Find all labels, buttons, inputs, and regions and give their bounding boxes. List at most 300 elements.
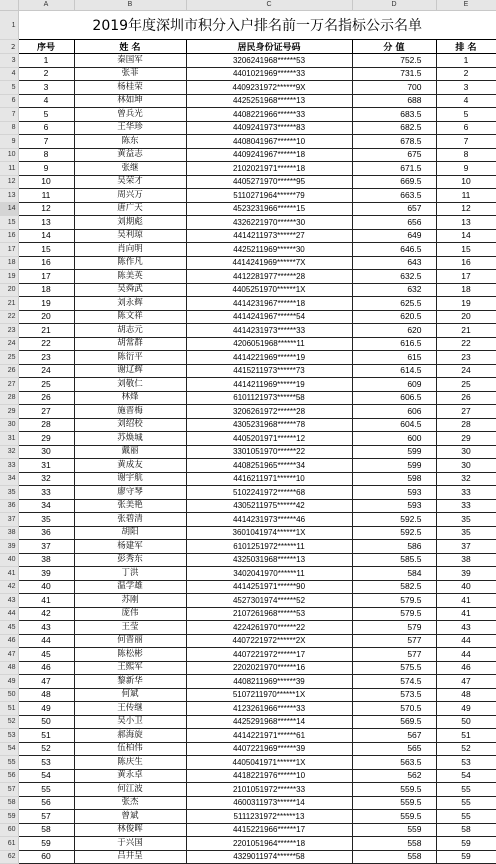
cell-seq[interactable]: 2 (18, 67, 74, 81)
cell-score[interactable]: 573.5 (352, 688, 436, 702)
cell-id[interactable]: 4425211969******30 (186, 243, 352, 257)
cell-name[interactable]: 温学雄 (74, 580, 186, 594)
cell-rank[interactable]: 12 (436, 202, 496, 216)
cell-score[interactable]: 620 (352, 324, 436, 338)
cell-score[interactable]: 614.5 (352, 364, 436, 378)
cell-seq[interactable]: 53 (18, 756, 74, 770)
cell-name[interactable]: 施晋梅 (74, 405, 186, 419)
cell-id[interactable]: 4418221976******10 (186, 769, 352, 783)
cell-rank[interactable]: 32 (436, 472, 496, 486)
cell-id[interactable]: 4414241969******7X (186, 256, 352, 270)
cell-name[interactable]: 陈文祥 (74, 310, 186, 324)
table-row[interactable] (0, 580, 496, 594)
cell-rank[interactable]: 15 (436, 243, 496, 257)
cell-rank[interactable]: 44 (436, 634, 496, 648)
table-row[interactable] (0, 594, 496, 608)
cell-id[interactable]: 4408041967******10 (186, 135, 352, 149)
table-row[interactable] (0, 243, 496, 257)
cell-id[interactable]: 4408211969******39 (186, 675, 352, 689)
cell-id[interactable]: 4409231972******9X (186, 81, 352, 95)
cell-name[interactable]: 肖向明 (74, 243, 186, 257)
row-header[interactable]: 37 (0, 513, 18, 527)
cell-seq[interactable]: 32 (18, 472, 74, 486)
cell-id[interactable]: 4325031968******13 (186, 553, 352, 567)
cell-id[interactable]: 5110271964******79 (186, 189, 352, 203)
cell-score[interactable]: 731.5 (352, 67, 436, 81)
cell-id[interactable]: 4123261966******33 (186, 702, 352, 716)
cell-seq[interactable]: 13 (18, 216, 74, 230)
cell-name[interactable]: 何斌 (74, 688, 186, 702)
cell-score[interactable]: 609 (352, 378, 436, 392)
row-header[interactable]: 1 (0, 11, 18, 40)
cell-name[interactable]: 胡阳 (74, 526, 186, 540)
cell-rank[interactable]: 29 (436, 432, 496, 446)
row-header[interactable]: 22 (0, 310, 18, 324)
cell-name[interactable]: 郝海旋 (74, 729, 186, 743)
cell-score[interactable]: 604.5 (352, 418, 436, 432)
cell-id[interactable]: 6101121973******58 (186, 391, 352, 405)
cell-name[interactable]: 刘期彪 (74, 216, 186, 230)
cell-id[interactable]: 2102021971******18 (186, 162, 352, 176)
cell-rank[interactable]: 30 (436, 459, 496, 473)
cell-name[interactable]: 秦国军 (74, 54, 186, 68)
cell-name[interactable]: 周兴万 (74, 189, 186, 203)
cell-score[interactable]: 575.5 (352, 661, 436, 675)
cell-score[interactable]: 593 (352, 499, 436, 513)
cell-id[interactable]: 3206241968******53 (186, 54, 352, 68)
cell-seq[interactable]: 4 (18, 94, 74, 108)
cell-seq[interactable]: 47 (18, 675, 74, 689)
cell-score[interactable]: 600 (352, 432, 436, 446)
row-header[interactable]: 2 (0, 40, 18, 54)
table-row[interactable] (0, 432, 496, 446)
row-header[interactable]: 26 (0, 364, 18, 378)
row-header[interactable]: 30 (0, 418, 18, 432)
row-header[interactable]: 40 (0, 553, 18, 567)
cell-seq[interactable]: 24 (18, 364, 74, 378)
cell-score[interactable]: 593 (352, 486, 436, 500)
cell-score[interactable]: 574.5 (352, 675, 436, 689)
header-rank[interactable]: 排 名 (436, 40, 496, 54)
cell-id[interactable]: 3402041970******11 (186, 567, 352, 581)
cell-rank[interactable]: 14 (436, 229, 496, 243)
cell-score[interactable]: 570.5 (352, 702, 436, 716)
cell-rank[interactable]: 3 (436, 81, 496, 95)
cell-seq[interactable]: 28 (18, 418, 74, 432)
row-header[interactable]: 39 (0, 540, 18, 554)
cell-score[interactable]: 559.5 (352, 783, 436, 797)
row-header[interactable]: 24 (0, 337, 18, 351)
table-row[interactable] (0, 405, 496, 419)
cell-seq[interactable]: 34 (18, 499, 74, 513)
cell-rank[interactable]: 2 (436, 67, 496, 81)
column-header-e[interactable]: E (436, 0, 496, 11)
cell-score[interactable]: 585.5 (352, 553, 436, 567)
cell-rank[interactable]: 58 (436, 823, 496, 837)
cell-id[interactable]: 2202021970******16 (186, 661, 352, 675)
cell-score[interactable]: 559.5 (352, 810, 436, 824)
cell-rank[interactable]: 27 (436, 405, 496, 419)
row-header[interactable]: 8 (0, 121, 18, 135)
table-row[interactable] (0, 850, 496, 864)
cell-score[interactable]: 688 (352, 94, 436, 108)
row-header[interactable]: 50 (0, 688, 18, 702)
row-header[interactable]: 4 (0, 67, 18, 81)
cell-name[interactable]: 吴小卫 (74, 715, 186, 729)
cell-name[interactable]: 何晋丽 (74, 634, 186, 648)
cell-score[interactable]: 616.5 (352, 337, 436, 351)
header-score[interactable]: 分 值 (352, 40, 436, 54)
cell-id[interactable]: 4414231967******18 (186, 297, 352, 311)
cell-id[interactable]: 4415221966******17 (186, 823, 352, 837)
cell-id[interactable]: 4407221969******39 (186, 742, 352, 756)
row-header[interactable]: 62 (0, 850, 18, 864)
cell-score[interactable]: 579.5 (352, 607, 436, 621)
row-header[interactable]: 42 (0, 580, 18, 594)
table-row[interactable] (0, 715, 496, 729)
table-row[interactable] (0, 445, 496, 459)
cell-rank[interactable]: 21 (436, 324, 496, 338)
cell-rank[interactable]: 48 (436, 688, 496, 702)
cell-id[interactable]: 4408221966******33 (186, 108, 352, 122)
cell-id[interactable]: 6101251972******11 (186, 540, 352, 554)
table-row[interactable] (0, 297, 496, 311)
cell-seq[interactable]: 21 (18, 324, 74, 338)
table-row[interactable] (0, 607, 496, 621)
cell-rank[interactable]: 1 (436, 54, 496, 68)
cell-rank[interactable]: 50 (436, 715, 496, 729)
cell-score[interactable]: 559 (352, 823, 436, 837)
cell-rank[interactable]: 10 (436, 175, 496, 189)
cell-name[interactable]: 胡志元 (74, 324, 186, 338)
cell-score[interactable]: 586 (352, 540, 436, 554)
table-row[interactable] (0, 310, 496, 324)
cell-score[interactable]: 569.5 (352, 715, 436, 729)
cell-id[interactable]: 5107211970******1X (186, 688, 352, 702)
cell-id[interactable]: 4405251970******1X (186, 283, 352, 297)
cell-seq[interactable]: 39 (18, 567, 74, 581)
cell-seq[interactable]: 58 (18, 823, 74, 837)
cell-score[interactable]: 649 (352, 229, 436, 243)
row-header[interactable]: 20 (0, 283, 18, 297)
table-row[interactable] (0, 337, 496, 351)
cell-rank[interactable]: 52 (436, 742, 496, 756)
cell-seq[interactable]: 12 (18, 202, 74, 216)
table-row[interactable] (0, 648, 496, 662)
cell-name[interactable]: 庞伟 (74, 607, 186, 621)
row-header[interactable]: 51 (0, 702, 18, 716)
cell-seq[interactable]: 42 (18, 607, 74, 621)
table-row[interactable] (0, 283, 496, 297)
cell-seq[interactable]: 17 (18, 270, 74, 284)
cell-id[interactable]: 4414241967******54 (186, 310, 352, 324)
row-header[interactable]: 7 (0, 108, 18, 122)
cell-seq[interactable]: 45 (18, 648, 74, 662)
cell-name[interactable]: 陈美英 (74, 270, 186, 284)
row-header[interactable]: 41 (0, 567, 18, 581)
cell-rank[interactable]: 16 (436, 256, 496, 270)
table-row[interactable] (0, 567, 496, 581)
cell-rank[interactable]: 40 (436, 580, 496, 594)
cell-rank[interactable]: 37 (436, 540, 496, 554)
cell-rank[interactable]: 28 (436, 418, 496, 432)
cell-name[interactable]: 吕井呈 (74, 850, 186, 864)
cell-rank[interactable]: 35 (436, 513, 496, 527)
row-header[interactable]: 28 (0, 391, 18, 405)
cell-seq[interactable]: 55 (18, 783, 74, 797)
cell-id[interactable]: 4414251971******90 (186, 580, 352, 594)
row-header[interactable]: 18 (0, 256, 18, 270)
cell-rank[interactable]: 33 (436, 499, 496, 513)
cell-seq[interactable]: 56 (18, 796, 74, 810)
table-row[interactable] (0, 324, 496, 338)
cell-rank[interactable]: 59 (436, 850, 496, 864)
cell-rank[interactable]: 55 (436, 783, 496, 797)
cell-rank[interactable]: 17 (436, 270, 496, 284)
cell-rank[interactable]: 47 (436, 675, 496, 689)
cell-seq[interactable]: 59 (18, 837, 74, 851)
cell-name[interactable]: 吴舜武 (74, 283, 186, 297)
row-header[interactable]: 61 (0, 837, 18, 851)
row-header[interactable]: 21 (0, 297, 18, 311)
table-row[interactable] (0, 634, 496, 648)
cell-score[interactable]: 598 (352, 472, 436, 486)
cell-id[interactable]: 3601041974******1X (186, 526, 352, 540)
table-row[interactable] (0, 513, 496, 527)
cell-name[interactable]: 王莹 (74, 621, 186, 635)
cell-score[interactable]: 592.5 (352, 526, 436, 540)
cell-rank[interactable]: 18 (436, 283, 496, 297)
row-header[interactable]: 16 (0, 229, 18, 243)
cell-rank[interactable]: 41 (436, 607, 496, 621)
row-header[interactable]: 17 (0, 243, 18, 257)
cell-score[interactable]: 752.5 (352, 54, 436, 68)
cell-seq[interactable]: 5 (18, 108, 74, 122)
cell-score[interactable]: 682.5 (352, 121, 436, 135)
table-row[interactable] (0, 391, 496, 405)
cell-score[interactable]: 592.5 (352, 513, 436, 527)
row-header[interactable]: 32 (0, 445, 18, 459)
cell-score[interactable]: 559.5 (352, 796, 436, 810)
cell-name[interactable]: 丁洪 (74, 567, 186, 581)
cell-seq[interactable]: 26 (18, 391, 74, 405)
cell-id[interactable]: 4206051968******11 (186, 337, 352, 351)
cell-id[interactable]: 4305231968******78 (186, 418, 352, 432)
table-row[interactable] (0, 742, 496, 756)
table-row[interactable] (0, 54, 496, 68)
table-row[interactable] (0, 135, 496, 149)
cell-rank[interactable]: 9 (436, 162, 496, 176)
cell-id[interactable]: 4405271970******95 (186, 175, 352, 189)
row-header[interactable]: 25 (0, 351, 18, 365)
cell-name[interactable]: 黎新华 (74, 675, 186, 689)
cell-rank[interactable]: 53 (436, 756, 496, 770)
cell-seq[interactable]: 19 (18, 297, 74, 311)
cell-rank[interactable]: 23 (436, 351, 496, 365)
table-row[interactable] (0, 67, 496, 81)
table-row[interactable] (0, 540, 496, 554)
cell-seq[interactable]: 60 (18, 850, 74, 864)
cell-name[interactable]: 苏焕城 (74, 432, 186, 446)
cell-seq[interactable]: 48 (18, 688, 74, 702)
cell-seq[interactable]: 15 (18, 243, 74, 257)
table-row[interactable] (0, 661, 496, 675)
cell-id[interactable]: 4414231973******46 (186, 513, 352, 527)
column-header-a[interactable]: A (18, 0, 74, 11)
cell-score[interactable]: 577 (352, 634, 436, 648)
row-header[interactable]: 52 (0, 715, 18, 729)
cell-seq[interactable]: 52 (18, 742, 74, 756)
cell-name[interactable]: 陈作凡 (74, 256, 186, 270)
cell-name[interactable]: 谢宇航 (74, 472, 186, 486)
cell-id[interactable]: 4600311973******14 (186, 796, 352, 810)
row-header[interactable]: 13 (0, 189, 18, 203)
cell-name[interactable]: 林烽 (74, 391, 186, 405)
header-seq[interactable]: 序号 (18, 40, 74, 54)
cell-name[interactable]: 黄成友 (74, 459, 186, 473)
cell-score[interactable]: 643 (352, 256, 436, 270)
table-row[interactable] (0, 621, 496, 635)
table-row[interactable] (0, 756, 496, 770)
cell-seq[interactable]: 9 (18, 162, 74, 176)
table-row[interactable] (0, 108, 496, 122)
cell-rank[interactable]: 8 (436, 148, 496, 162)
cell-id[interactable]: 4527301974******52 (186, 594, 352, 608)
cell-seq[interactable]: 38 (18, 553, 74, 567)
cell-score[interactable]: 663.5 (352, 189, 436, 203)
cell-name[interactable]: 陈庆生 (74, 756, 186, 770)
cell-rank[interactable]: 11 (436, 189, 496, 203)
cell-seq[interactable]: 16 (18, 256, 74, 270)
table-row[interactable] (0, 459, 496, 473)
cell-name[interactable]: 唐广天 (74, 202, 186, 216)
cell-score[interactable]: 563.5 (352, 756, 436, 770)
cell-seq[interactable]: 31 (18, 459, 74, 473)
cell-id[interactable]: 4407221972******17 (186, 648, 352, 662)
cell-score[interactable]: 565 (352, 742, 436, 756)
cell-id[interactable]: 3301051970******22 (186, 445, 352, 459)
table-row[interactable] (0, 189, 496, 203)
cell-id[interactable]: 2101051972******33 (186, 783, 352, 797)
cell-rank[interactable]: 25 (436, 378, 496, 392)
cell-seq[interactable]: 33 (18, 486, 74, 500)
table-row[interactable] (0, 270, 496, 284)
cell-seq[interactable]: 8 (18, 148, 74, 162)
cell-score[interactable]: 579 (352, 621, 436, 635)
cell-score[interactable]: 584 (352, 567, 436, 581)
table-row[interactable] (0, 486, 496, 500)
cell-name[interactable]: 张美艳 (74, 499, 186, 513)
cell-rank[interactable]: 55 (436, 796, 496, 810)
cell-rank[interactable]: 19 (436, 297, 496, 311)
cell-name[interactable]: 张菲 (74, 67, 186, 81)
cell-name[interactable]: 苏刚 (74, 594, 186, 608)
cell-score[interactable]: 625.5 (352, 297, 436, 311)
row-header[interactable]: 11 (0, 162, 18, 176)
cell-name[interactable]: 杨桂荣 (74, 81, 186, 95)
cell-rank[interactable]: 7 (436, 135, 496, 149)
cell-rank[interactable]: 44 (436, 648, 496, 662)
cell-seq[interactable]: 49 (18, 702, 74, 716)
cell-name[interactable]: 吴利琼 (74, 229, 186, 243)
cell-score[interactable]: 675 (352, 148, 436, 162)
cell-name[interactable]: 王传继 (74, 702, 186, 716)
table-row[interactable] (0, 121, 496, 135)
cell-rank[interactable]: 13 (436, 216, 496, 230)
cell-name[interactable]: 彭秀东 (74, 553, 186, 567)
cell-seq[interactable]: 30 (18, 445, 74, 459)
cell-rank[interactable]: 43 (436, 621, 496, 635)
cell-seq[interactable]: 3 (18, 81, 74, 95)
cell-seq[interactable]: 35 (18, 513, 74, 527)
cell-rank[interactable]: 20 (436, 310, 496, 324)
cell-score[interactable]: 599 (352, 459, 436, 473)
table-row[interactable] (0, 81, 496, 95)
cell-score[interactable]: 700 (352, 81, 436, 95)
cell-rank[interactable]: 55 (436, 810, 496, 824)
table-row[interactable] (0, 837, 496, 851)
cell-rank[interactable]: 5 (436, 108, 496, 122)
cell-id[interactable]: 3206261972******28 (186, 405, 352, 419)
cell-rank[interactable]: 22 (436, 337, 496, 351)
cell-name[interactable]: 何江波 (74, 783, 186, 797)
row-header[interactable]: 54 (0, 742, 18, 756)
cell-seq[interactable]: 36 (18, 526, 74, 540)
row-header[interactable]: 29 (0, 405, 18, 419)
row-header[interactable]: 46 (0, 634, 18, 648)
cell-id[interactable]: 4414221971******61 (186, 729, 352, 743)
row-header[interactable]: 34 (0, 472, 18, 486)
cell-rank[interactable]: 49 (436, 702, 496, 716)
table-row[interactable] (0, 702, 496, 716)
cell-name[interactable]: 林如坤 (74, 94, 186, 108)
row-header[interactable]: 55 (0, 756, 18, 770)
cell-id[interactable]: 5102241972******68 (186, 486, 352, 500)
table-row[interactable] (0, 378, 496, 392)
row-header[interactable]: 12 (0, 175, 18, 189)
cell-seq[interactable]: 57 (18, 810, 74, 824)
cell-name[interactable]: 曾兵光 (74, 108, 186, 122)
table-row[interactable] (0, 472, 496, 486)
cell-score[interactable]: 567 (352, 729, 436, 743)
cell-name[interactable]: 王华珍 (74, 121, 186, 135)
cell-id[interactable]: 4405201971******12 (186, 432, 352, 446)
cell-id[interactable]: 4326221970******30 (186, 216, 352, 230)
table-row[interactable] (0, 675, 496, 689)
cell-rank[interactable]: 33 (436, 486, 496, 500)
cell-name[interactable]: 张继 (74, 162, 186, 176)
row-header[interactable]: 38 (0, 526, 18, 540)
table-row[interactable] (0, 148, 496, 162)
table-row[interactable] (0, 553, 496, 567)
cell-id[interactable]: 4414211973******27 (186, 229, 352, 243)
cell-rank[interactable]: 39 (436, 567, 496, 581)
row-header[interactable]: 31 (0, 432, 18, 446)
cell-id[interactable]: 4414231973******33 (186, 324, 352, 338)
cell-score[interactable]: 669.5 (352, 175, 436, 189)
cell-name[interactable]: 杨建军 (74, 540, 186, 554)
row-header[interactable]: 44 (0, 607, 18, 621)
cell-score[interactable]: 558 (352, 850, 436, 864)
cell-id[interactable]: 4224261970******22 (186, 621, 352, 635)
table-row[interactable] (0, 783, 496, 797)
cell-id[interactable]: 4329011974******58 (186, 850, 352, 864)
column-header-d[interactable]: D (352, 0, 436, 11)
cell-score[interactable]: 599 (352, 445, 436, 459)
cell-rank[interactable]: 30 (436, 445, 496, 459)
cell-rank[interactable]: 35 (436, 526, 496, 540)
header-name[interactable]: 姓 名 (74, 40, 186, 54)
